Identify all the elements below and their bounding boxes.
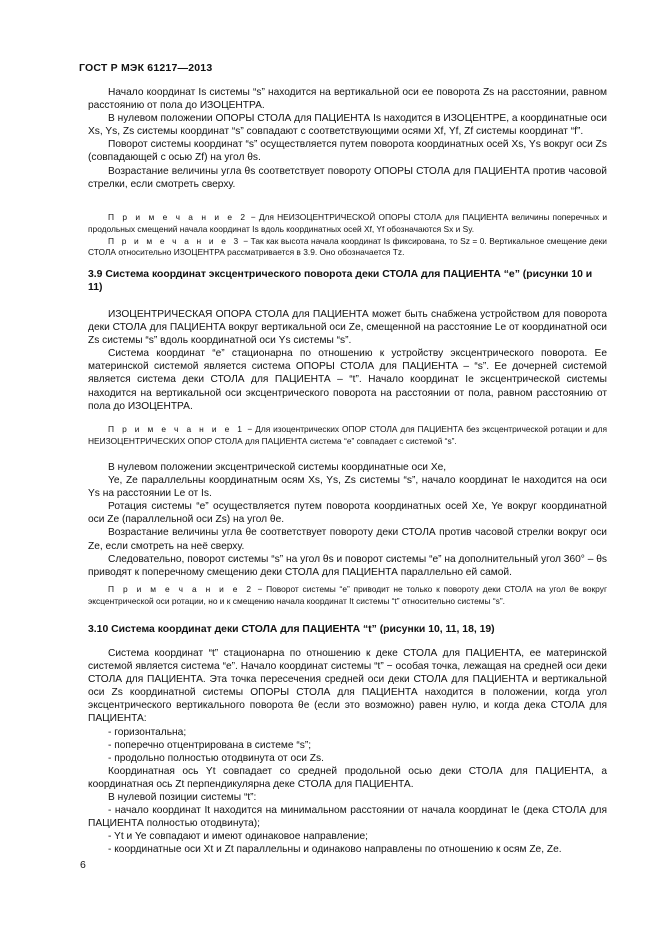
list-item: - координатные оси Xt и Zt параллельны и одинаково направлены по отношению к осям Ze, Ze. [108, 844, 562, 856]
note [88, 212, 607, 236]
paragraph: Система координат “e” стационарна по отношению к устройству эксцентрического поворота. Ее материнской системой является система ОПОРЫ СТОЛА для ПАЦИЕНТА – “s”. Ее дочерней системой является система деки СТОЛА для ПАЦИЕНТА – “t”. Начало координат Ie эксцентрической системы находится на вертикальной оси эксцентрического поворота на расстоянии от пола, равном расстоянию от пола до ИЗОЦЕНТРА. [88, 348, 607, 412]
page-number: 6 [80, 859, 86, 871]
paragraph: Ротация системы “e” осуществляется путем поворота координатных осей Xe, Ye вокруг координатной оси Ze (параллельной оси Zs) на угол θe. [88, 501, 607, 526]
note-prefix: П р и м е ч а н и е 1 [108, 424, 245, 434]
note-prefix: П р и м е ч а н и е 3 [108, 235, 241, 246]
paragraph: Ye, Ze параллельны координатным осям Xs, Ys, Zs системы “s”, начало координат Ie находится на оси Ys на расстоянии Le от Is. [88, 475, 607, 500]
note-text: − Для НЕИЗОЦЕНТРИЧЕСКОЙ ОПОРЫ СТОЛА для ПАЦИЕНТА величины поперечных и продольных смещений начала координат Is вдоль координатных осей Xf, Yf обозначаются Sx и Sy. [88, 212, 607, 234]
paragraph: Поворот системы координат “s” осуществляется путем поворота координатных осей Xs, Ys вокруг оси Zs (совпадающей с осью Zf) на угол θs. [88, 139, 607, 164]
list-item: - продольно полностью отодвинута от оси Zs. [108, 752, 324, 764]
paragraph: Система координат “t” стационарна по отношению к деке СТОЛА для ПАЦИЕНТА, ее материнской системой является система “e”. Начало координат системы “t” − особая точка, лежащая на средней оси деки СТОЛА для ПАЦИЕНТА. Эта точка пересечения средней оси деки СТОЛА для ПАЦИЕНТА и вертикальной оси Zs координатной системы ОПОРЫ СТОЛА для ПАЦИЕНТА находится в положении, когда угол эксцентрического вертикального поворота θe (если это возможно) равен нулю, и когда дека СТОЛА для ПАЦИЕНТА: [88, 648, 607, 725]
note [88, 236, 607, 260]
list-item: - начало координат It находится на минимальном расстоянии от начала координат Ie (дека СТОЛА для ПАЦИЕНТА полностью отодвинута); [88, 805, 607, 830]
paragraph: В нулевом положении эксцентрической системы координатные оси Xe, [108, 462, 447, 473]
note [88, 424, 607, 448]
section-heading-3-10: 3.10 Система координат деки СТОЛА для ПАЦИЕНТА “t” (рисунки 10, 11, 18, 19) [88, 624, 495, 635]
notes-block-2 [88, 424, 607, 448]
note-text: − Для изоцентрических ОПОР СТОЛА для ПАЦИЕНТА без эксцентрической ротации и для НЕИЗОЦЕНТРИЧЕСКИХ ОПОР СТОЛА для ПАЦИЕНТА система “e” совпадает с системой “s”. [88, 424, 608, 446]
paragraph: В нулевой позиции системы “t”: [108, 792, 257, 804]
list-item: - горизонтальна; [108, 726, 187, 738]
section-heading-3-9: 3.9 Система координат эксцентрического поворота деки СТОЛА для ПАЦИЕНТА “e” (рисунки 10 и 11) [88, 269, 593, 294]
note-text: − Поворот системы “e” приводит не только к повороту деки СТОЛА на угол θe вокруг эксцентрической оси ротации, но и к смещению начала координат It системы “t” относительно системы “s”. [88, 584, 607, 606]
note [88, 584, 607, 608]
note-prefix: П р и м е ч а н и е 2 [108, 212, 248, 222]
text-block-zero-position [88, 461, 607, 579]
paragraph: Следовательно, поворот системы “s” на угол θs и поворот системы “e” на дополнительный угол 360° – θs приводят к поперечному смещению деки СТОЛА для ПАЦИЕНТА параллельно ей самой. [88, 553, 607, 578]
text-block-3-10 [88, 647, 607, 857]
document-header: ГОСТ Р МЭК 61217—2013 [79, 62, 213, 74]
text-block-3-9 [88, 308, 607, 413]
paragraph: Возрастание величины угла θs соответствует повороту ОПОРЫ СТОЛА для ПАЦИЕНТА против часовой стрелки, если смотреть сверху. [88, 165, 607, 190]
notes-block-1 [88, 212, 607, 259]
paragraph: Возрастание величины угла θe соответствует повороту деки СТОЛА против часовой стрелки вокруг оси Ze, если смотреть на неё сверху. [88, 527, 607, 552]
list-item: - Yt и Ye совпадают и имеют одинаковое направление; [108, 831, 368, 843]
paragraph: Координатная ось Yt совпадает со средней продольной осью деки СТОЛА для ПАЦИЕНТА, а координатная ось Zt перпендикулярна деке СТОЛА для ПАЦИЕНТА. [88, 765, 607, 790]
list-item: - поперечно отцентрирована в системе “s”; [108, 739, 312, 751]
text-block-intro [88, 86, 607, 191]
paragraph: Начало координат Is системы “s” находится на вертикальной оси ее поворота Zs на расстоянии, равном расстоянию от пола до ИЗОЦЕНТРА. [88, 87, 607, 112]
note-prefix: П р и м е ч а н и е 2 [108, 584, 254, 594]
paragraph: ИЗОЦЕНТРИЧЕСКАЯ ОПОРА СТОЛА для ПАЦИЕНТА может быть снабжена устройством для поворота деки СТОЛА для ПАЦИЕНТА вокруг вертикальной оси Ze, смещенной на расстояние Le от координатной оси Zs системы “s” вдоль координатной оси Ys системы “s”. [88, 309, 607, 347]
paragraph: В нулевом положении ОПОРЫ СТОЛА для ПАЦИЕНТА Is находится в ИЗОЦЕНТРЕ, а координатные оси Xs, Ys, Zs системы координат “s” совпадают с соответствующими осями Xf, Yf, Zf системы координат “f”. [88, 113, 607, 138]
notes-block-3 [88, 584, 607, 608]
note-text: − Так как высота начала координат Is фиксирована, то Sz = 0. Вертикальное смещение деки СТОЛА относительно ИЗОЦЕНТРА рассматривается в 3.9. Оно обозначается Tz. [88, 235, 607, 258]
